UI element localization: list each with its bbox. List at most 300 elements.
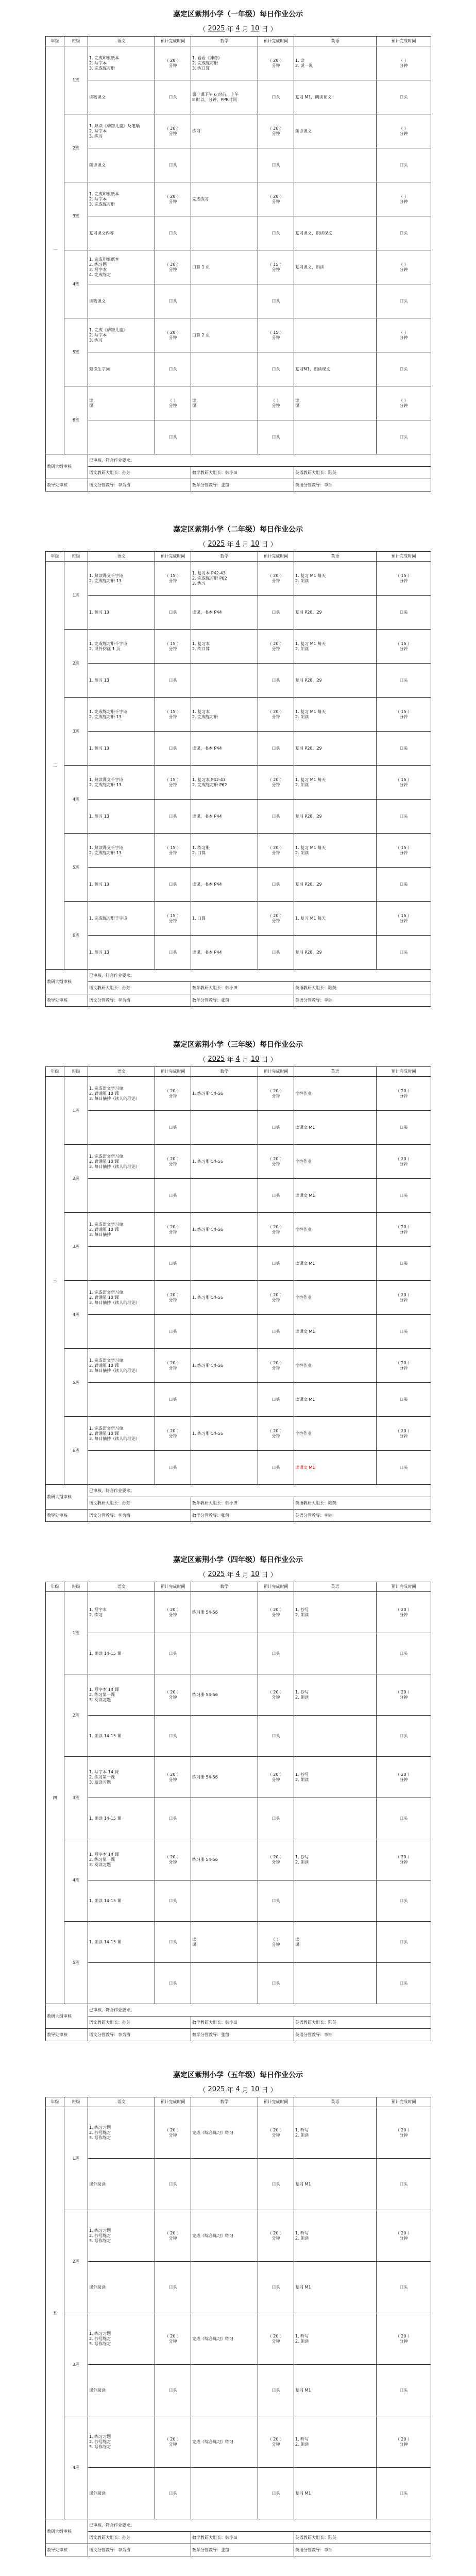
class-cell: 6班	[64, 386, 88, 454]
table-row	[46, 1674, 431, 1716]
english-time: 口头	[377, 420, 431, 454]
table-row	[46, 2416, 431, 2468]
math-task	[191, 2365, 258, 2416]
column-header-time-chinese: 预计完成时间	[155, 37, 191, 46]
english-time: 口头	[377, 80, 431, 114]
column-header-time-math: 预计完成时间	[258, 37, 294, 46]
english-task: 复习 P28、29	[294, 800, 377, 834]
footer-row	[46, 467, 431, 479]
math-task: 1. 口算	[191, 902, 258, 936]
sheet-title: 嘉定区紫荆小学（二年级）每日作业公示	[173, 526, 303, 534]
chinese-task: 1. 朗读 14-15 课	[88, 1798, 155, 1839]
class-cell: 2班	[64, 1674, 88, 1757]
english-time: 口头	[377, 1716, 431, 1757]
class-cell: 5班	[64, 318, 88, 386]
footer-row	[46, 2016, 431, 2029]
chinese-time: 口头	[155, 80, 191, 114]
table-row	[46, 1633, 431, 1674]
math-task: 读课，书本 P44	[191, 596, 258, 630]
chinese-time: 口头	[155, 148, 191, 182]
class-cell: 3班	[64, 1213, 88, 1281]
math-task	[191, 1315, 258, 1349]
math-task	[191, 1880, 258, 1922]
chinese-task	[88, 420, 155, 454]
column-header-cls: 班级	[64, 37, 88, 46]
table-row	[46, 1417, 431, 1451]
math-time: 口头	[258, 1963, 294, 2004]
footer-row	[46, 2532, 431, 2544]
table-row	[46, 2159, 431, 2210]
math-time: 口头	[258, 1451, 294, 1485]
math-task	[191, 1633, 258, 1674]
math-task	[191, 1179, 258, 1213]
table-row	[46, 1839, 431, 1880]
math-task: 1. 练习册 54-56	[191, 1213, 258, 1247]
english-time: （ 20 ） 分钟	[377, 1417, 431, 1451]
english-task: 读课文 M1	[294, 1179, 377, 1213]
chinese-time: 口头	[155, 1798, 191, 1839]
chinese-task: 1. 熟读课文千字诗 2. 完成练习册 13	[88, 766, 155, 800]
chinese-task: 1. 预习 13	[88, 664, 155, 698]
chinese-task: 1. 完成练习册千字诗 2. 课外阅读 1 页	[88, 630, 155, 664]
table-row	[46, 562, 431, 596]
english-time: （ 20 ） 分钟	[377, 1145, 431, 1179]
footer-row	[46, 1510, 431, 1522]
footer-label-office: 教导处审核	[46, 2029, 88, 2041]
english-task	[294, 284, 377, 318]
chinese-task: 课外阅读	[88, 2262, 155, 2313]
footer-office-chinese: 语文分管教导：李为梅	[88, 479, 191, 492]
homework-table	[45, 36, 431, 492]
math-time: （ 20 ） 分钟	[258, 766, 294, 800]
chinese-time: （ 20 ） 分钟	[155, 1417, 191, 1451]
class-cell: 2班	[64, 630, 88, 698]
chinese-time: 口头	[155, 1179, 191, 1213]
table-row	[46, 868, 431, 902]
english-task	[294, 1963, 377, 2004]
math-task: 读课，书本 P44	[191, 732, 258, 766]
math-time: （ 20 ） 分钟	[258, 1077, 294, 1111]
footer-label-office: 教导处审核	[46, 2544, 88, 2556]
math-time: （ 20 ） 分钟	[258, 2313, 294, 2365]
math-task: 练习册 54-56	[191, 1674, 258, 1716]
table-row	[46, 766, 431, 800]
chinese-time: （ 15 ） 分钟	[155, 630, 191, 664]
math-time: （ 20 ） 分钟	[258, 2107, 294, 2159]
math-task: 1. 复习本 P42-43 2. 完成练习册 P62 3. 练习	[191, 562, 258, 596]
chinese-task: 1. 完成练习册千字诗	[88, 902, 155, 936]
english-time: （ 20 ） 分钟	[377, 1674, 431, 1716]
english-time: 口头	[377, 148, 431, 182]
english-time: （ 20 ） 分钟	[377, 2210, 431, 2262]
english-task: 复习 M1	[294, 2365, 377, 2416]
english-task: 1. 复习 M1 每天 2. 朗读	[294, 698, 377, 732]
chinese-task: 1. 练习习题 2. 抄写练习 3. 写作练习	[88, 2107, 155, 2159]
chinese-time: 口头	[155, 1315, 191, 1349]
column-header-time-math: 预计完成时间	[258, 1582, 294, 1592]
english-task	[294, 1633, 377, 1674]
column-header-time-math: 预计完成时间	[258, 1067, 294, 1077]
table-row	[46, 2313, 431, 2365]
chinese-task	[88, 1111, 155, 1145]
chinese-task: 1. 完成印象纸本 2. 练习题 3. 写字本 4. 完成练习	[88, 250, 155, 284]
math-time: （ 15 ） 分钟	[258, 318, 294, 352]
english-time: 口头	[377, 800, 431, 834]
class-cell: 3班	[64, 182, 88, 250]
chinese-task: 朗读课文	[88, 148, 155, 182]
chinese-time: 口头	[155, 1111, 191, 1145]
english-time: 口头	[377, 1922, 431, 1963]
footer-office-english: 英语分管教导：李钟	[294, 1510, 431, 1522]
math-task	[191, 1963, 258, 2004]
math-time: 口头	[258, 1179, 294, 1213]
math-task	[191, 1383, 258, 1417]
chinese-task: 1. 预习 13	[88, 936, 155, 970]
math-task: 读课，书本 P44	[191, 936, 258, 970]
chinese-time: （ 15 ） 分钟	[155, 698, 191, 732]
chinese-task	[88, 1963, 155, 2004]
math-task	[191, 2159, 258, 2210]
class-cell: 4班	[64, 2416, 88, 2519]
english-time: 口头	[377, 1111, 431, 1145]
english-time: 口头	[377, 1179, 431, 1213]
class-cell: 3班	[64, 1757, 88, 1839]
math-time: 口头	[258, 800, 294, 834]
chinese-time: （ 20 ） 分钟	[155, 46, 191, 80]
chinese-task: 1. 完成语文学习单 2. 背诵第 10 课 3. 每日摘抄（读人的理论）	[88, 1145, 155, 1179]
english-task: 读 课	[294, 386, 377, 420]
footer-row	[46, 2029, 431, 2041]
math-time: 口头	[258, 664, 294, 698]
grade-cell: 一	[46, 46, 64, 454]
chinese-task: 1. 完成语文学习单 2. 背诵第 10 课 3. 每日摘抄（读人的理论）	[88, 1077, 155, 1111]
math-task: 1. 练习册 54-56	[191, 1281, 258, 1315]
english-task	[294, 148, 377, 182]
footer-math-sig: 数学教研大组长：韩小田	[191, 982, 294, 994]
chinese-time: （ 20 ） 分钟	[155, 1674, 191, 1716]
footer-approved: 已审核，符合作业要求。	[88, 1485, 431, 1497]
footer-label-office: 教导处审核	[46, 994, 88, 1007]
math-task: 1. 练习册 54-56	[191, 1417, 258, 1451]
chinese-task: 1. 预习 13	[88, 596, 155, 630]
math-task: 读课，书本 P44	[191, 868, 258, 902]
math-task	[191, 1716, 258, 1757]
table-row	[46, 386, 431, 420]
grade-cell: 五	[46, 2107, 64, 2519]
schedule-sheet	[45, 1546, 431, 2041]
chinese-time: 口头	[155, 284, 191, 318]
table-row	[46, 80, 431, 114]
math-time: （ 20 ） 分钟	[258, 630, 294, 664]
chinese-time: 口头	[155, 1247, 191, 1281]
english-task: 读课文 M1	[294, 1451, 377, 1485]
english-task: 复习 M1	[294, 2468, 377, 2519]
chinese-task	[88, 1315, 155, 1349]
footer-approved: 已审核，符合作业要求。	[88, 454, 431, 467]
table-row	[46, 250, 431, 284]
math-time: 口头	[258, 1716, 294, 1757]
math-task	[191, 352, 258, 386]
table-row	[46, 148, 431, 182]
chinese-time: 口头	[155, 732, 191, 766]
math-time: 口头	[258, 284, 294, 318]
math-time: 口头	[258, 732, 294, 766]
math-time: （ 20 ） 分钟	[258, 834, 294, 868]
chinese-time: （ 20 ） 分钟	[155, 1592, 191, 1633]
chinese-task: 1. 完成语文学习单 2. 背诵第 10 课 3. 每日摘抄	[88, 1213, 155, 1247]
chinese-time: （ 20 ） 分钟	[155, 1839, 191, 1880]
english-task: 个性作业	[294, 1281, 377, 1315]
column-header-cls: 班级	[64, 552, 88, 562]
chinese-task: 1. 练习习题 2. 抄写练习 3. 写作练习	[88, 2210, 155, 2262]
english-time: （ ） 分钟	[377, 114, 431, 148]
table-row	[46, 1111, 431, 1145]
chinese-task: 1. 预习 13	[88, 732, 155, 766]
column-header-english: 英语	[294, 1582, 377, 1592]
math-task: 第一课下午 6 时前，上午 8 时以，分钟，PPR时间	[191, 80, 258, 114]
chinese-task: 课外阅读	[88, 2159, 155, 2210]
math-task: 读 课	[191, 1922, 258, 1963]
footer-approved: 已审核，符合作业要求。	[88, 2004, 431, 2016]
footer-chinese-sig: 语文教研大组长：孙芳	[88, 982, 191, 994]
footer-office-chinese: 语文分管教导：李为梅	[88, 2029, 191, 2041]
table-row	[46, 664, 431, 698]
math-task: 1. 练习册 54-56	[191, 1077, 258, 1111]
english-time: 口头	[377, 732, 431, 766]
chinese-time: 口头	[155, 2365, 191, 2416]
footer-label-teach: 教研大组审核	[46, 2519, 88, 2544]
math-time: （ 20 ） 分钟	[258, 2416, 294, 2468]
footer-row	[46, 970, 431, 982]
english-task: 复习课文，朗读	[294, 250, 377, 284]
chinese-time: 口头	[155, 596, 191, 630]
table-row	[46, 1798, 431, 1839]
english-task: 1. 复习 M1 每天 2. 朗读	[294, 834, 377, 868]
chinese-task: 1. 完成练习册千字诗 2. 完成练习册 13	[88, 698, 155, 732]
footer-english-sig: 英语教研大组长：陆英	[294, 1497, 431, 1510]
english-time: （ ） 分钟	[377, 386, 431, 420]
math-task	[191, 420, 258, 454]
footer-label-teach: 教研大组审核	[46, 454, 88, 479]
table-row	[46, 834, 431, 868]
math-time: 口头	[258, 1798, 294, 1839]
english-task: 复习 M1，朗读课文	[294, 80, 377, 114]
chinese-task: 1. 预习 13	[88, 800, 155, 834]
sheet-date: （ 2025 年 4 月 10 日 ）	[199, 2085, 277, 2094]
column-header-english: 英语	[294, 1067, 377, 1077]
chinese-time: 口头	[155, 2159, 191, 2210]
grade-cell: 三	[46, 1077, 64, 1485]
english-time: （ ） 分钟	[377, 46, 431, 80]
table-row	[46, 936, 431, 970]
math-time: （ 20 ） 分钟	[258, 1281, 294, 1315]
math-time: 口头	[258, 936, 294, 970]
english-time: （ ） 分钟	[377, 182, 431, 216]
footer-office-math: 数学分管教导：张茵	[191, 994, 294, 1007]
table-row	[46, 1592, 431, 1633]
chinese-time: （ 20 ） 分钟	[155, 1077, 191, 1111]
chinese-task: 复习课文内容	[88, 216, 155, 250]
math-time: 口头	[258, 420, 294, 454]
column-header-grade: 年级	[46, 1067, 64, 1077]
footer-english-sig: 英语教研大组长：陆英	[294, 982, 431, 994]
footer-label-office: 教导处审核	[46, 1510, 88, 1522]
table-row	[46, 1247, 431, 1281]
math-time: 口头	[258, 148, 294, 182]
schedule-sheet	[45, 2061, 431, 2556]
math-task: 读课，书本 P44	[191, 800, 258, 834]
class-cell: 4班	[64, 1281, 88, 1349]
chinese-time: （ ） 分钟	[155, 386, 191, 420]
math-time: （ ） 分钟	[258, 386, 294, 420]
english-time: 口头	[377, 596, 431, 630]
math-task: 练习册 54-56	[191, 1757, 258, 1798]
math-time: （ 20 ） 分钟	[258, 1592, 294, 1633]
english-time: 口头	[377, 352, 431, 386]
chinese-time: 口头	[155, 352, 191, 386]
math-task: 1. 看看《神奇》 2. 完成练习册 3. 练口算	[191, 46, 258, 80]
table-row	[46, 1281, 431, 1315]
math-task: 1. 练习册 54-56	[191, 1145, 258, 1179]
chinese-task	[88, 1383, 155, 1417]
english-task: 1. 复习 M1 每天	[294, 902, 377, 936]
class-cell: 2班	[64, 2210, 88, 2313]
english-task: 个性作业	[294, 1213, 377, 1247]
footer-office-english: 英语分管教导：李钟	[294, 2029, 431, 2041]
sheet-date: （ 2025 年 4 月 10 日 ）	[199, 1570, 277, 1579]
math-task	[191, 2468, 258, 2519]
math-time: 口头	[258, 1633, 294, 1674]
table-row	[46, 1315, 431, 1349]
math-time: 口头	[258, 2159, 294, 2210]
chinese-time: （ 20 ） 分钟	[155, 318, 191, 352]
footer-row	[46, 2004, 431, 2016]
english-time: 口头	[377, 284, 431, 318]
column-header-time-math: 预计完成时间	[258, 2097, 294, 2107]
english-time: （ ） 分钟	[377, 318, 431, 352]
homework-table	[45, 1066, 431, 1522]
english-time: （ 20 ） 分钟	[377, 2416, 431, 2468]
math-task: 1. 复习本 2. 练口算	[191, 630, 258, 664]
english-time: （ 20 ） 分钟	[377, 1839, 431, 1880]
chinese-time: 口头	[155, 1880, 191, 1922]
sheet-date: （ 2025 年 4 月 10 日 ）	[199, 1055, 277, 1064]
chinese-task: 1. 写字本 2. 练习	[88, 1592, 155, 1633]
math-task: 读 课	[191, 386, 258, 420]
math-task	[191, 1247, 258, 1281]
footer-english-sig: 英语教研大组长：陆英	[294, 467, 431, 479]
footer-office-chinese: 语文分管教导：李为梅	[88, 994, 191, 1007]
chinese-time: 口头	[155, 800, 191, 834]
chinese-task: 1. 练习习题 2. 抄写练习 3. 写作练习	[88, 2416, 155, 2468]
footer-office-english: 英语分管教导：李钟	[294, 2544, 431, 2556]
english-task: 1. 抄写 2. 朗读	[294, 1757, 377, 1798]
homework-table	[45, 551, 431, 1007]
column-header-grade: 年级	[46, 2097, 64, 2107]
chinese-task: 1. 朗读 14-15 课	[88, 1716, 155, 1757]
english-time: 口头	[377, 1880, 431, 1922]
footer-chinese-sig: 语文教研大组长：孙芳	[88, 2016, 191, 2029]
chinese-time: 口头	[155, 2262, 191, 2313]
header-row	[46, 552, 431, 562]
footer-label-teach: 教研大组审核	[46, 1485, 88, 1510]
english-task	[294, 1716, 377, 1757]
chinese-task: 课外阅读	[88, 2365, 155, 2416]
chinese-time: （ 20 ） 分钟	[155, 1145, 191, 1179]
footer-office-chinese: 语文分管教导：李为梅	[88, 2544, 191, 2556]
chinese-time: （ 15 ） 分钟	[155, 562, 191, 596]
math-time: 口头	[258, 2365, 294, 2416]
math-time: （ 20 ） 分钟	[258, 1145, 294, 1179]
table-row	[46, 352, 431, 386]
column-header-time-chinese: 预计完成时间	[155, 1067, 191, 1077]
chinese-task: 1. 熟读《动物儿童》及笔顺 2. 写字本 3. 练习	[88, 114, 155, 148]
english-task: 1. 抄写 2. 朗读	[294, 1674, 377, 1716]
english-time: 口头	[377, 1315, 431, 1349]
english-task: 读 课	[294, 1922, 377, 1963]
class-cell: 5班	[64, 1922, 88, 2004]
chinese-task: 1. 朗读 14-15 课	[88, 1633, 155, 1674]
chinese-time: （ 20 ） 分钟	[155, 182, 191, 216]
english-time: 口头	[377, 1383, 431, 1417]
english-time: 口头	[377, 2365, 431, 2416]
chinese-task: 读物课文	[88, 284, 155, 318]
chinese-task: 1. 预习 13	[88, 868, 155, 902]
class-cell: 3班	[64, 2313, 88, 2416]
english-task: 读课文 M1	[294, 1315, 377, 1349]
column-header-math: 数学	[191, 2097, 258, 2107]
english-task: 复习课文，朗读课文	[294, 216, 377, 250]
math-time: （ 15 ） 分钟	[258, 250, 294, 284]
chinese-task: 读物课文	[88, 80, 155, 114]
grade-cell: 四	[46, 1592, 64, 2004]
math-task: 口算 1 页	[191, 250, 258, 284]
class-cell: 1班	[64, 562, 88, 630]
math-task: 练习册 54-56	[191, 1839, 258, 1880]
footer-row	[46, 479, 431, 492]
math-time: 口头	[258, 1880, 294, 1922]
column-header-grade: 年级	[46, 552, 64, 562]
table-row	[46, 1716, 431, 1757]
footer-office-math: 数学分管教导：张茵	[191, 2544, 294, 2556]
table-row	[46, 2468, 431, 2519]
english-task	[294, 420, 377, 454]
chinese-time: 口头	[155, 420, 191, 454]
english-task: 读课文 M1	[294, 1383, 377, 1417]
chinese-time: （ 20 ） 分钟	[155, 1213, 191, 1247]
column-header-math: 数学	[191, 552, 258, 562]
table-row	[46, 1963, 431, 2004]
english-time: 口头	[377, 1798, 431, 1839]
chinese-time: （ 15 ） 分钟	[155, 766, 191, 800]
english-task: 1. 抄写 2. 朗读	[294, 1592, 377, 1633]
math-task: 1. 复习本 P42-43 2. 完成练习册 P62	[191, 766, 258, 800]
table-row	[46, 1451, 431, 1485]
table-row	[46, 2365, 431, 2416]
english-task: 1. 听写 2. 朗读	[294, 2313, 377, 2365]
sheet-title: 嘉定区紫荆小学（一年级）每日作业公示	[173, 10, 303, 19]
english-task	[294, 1880, 377, 1922]
footer-label-teach: 教研大组审核	[46, 970, 88, 994]
table-row	[46, 114, 431, 148]
footer-office-chinese: 语文分管教导：李为梅	[88, 1510, 191, 1522]
math-time: 口头	[258, 596, 294, 630]
column-header-english: 英语	[294, 552, 377, 562]
english-time: （ 15 ） 分钟	[377, 902, 431, 936]
chinese-time: （ 20 ） 分钟	[155, 1281, 191, 1315]
table-row	[46, 2262, 431, 2313]
english-task: 1. 抄写 2. 朗读	[294, 1839, 377, 1880]
